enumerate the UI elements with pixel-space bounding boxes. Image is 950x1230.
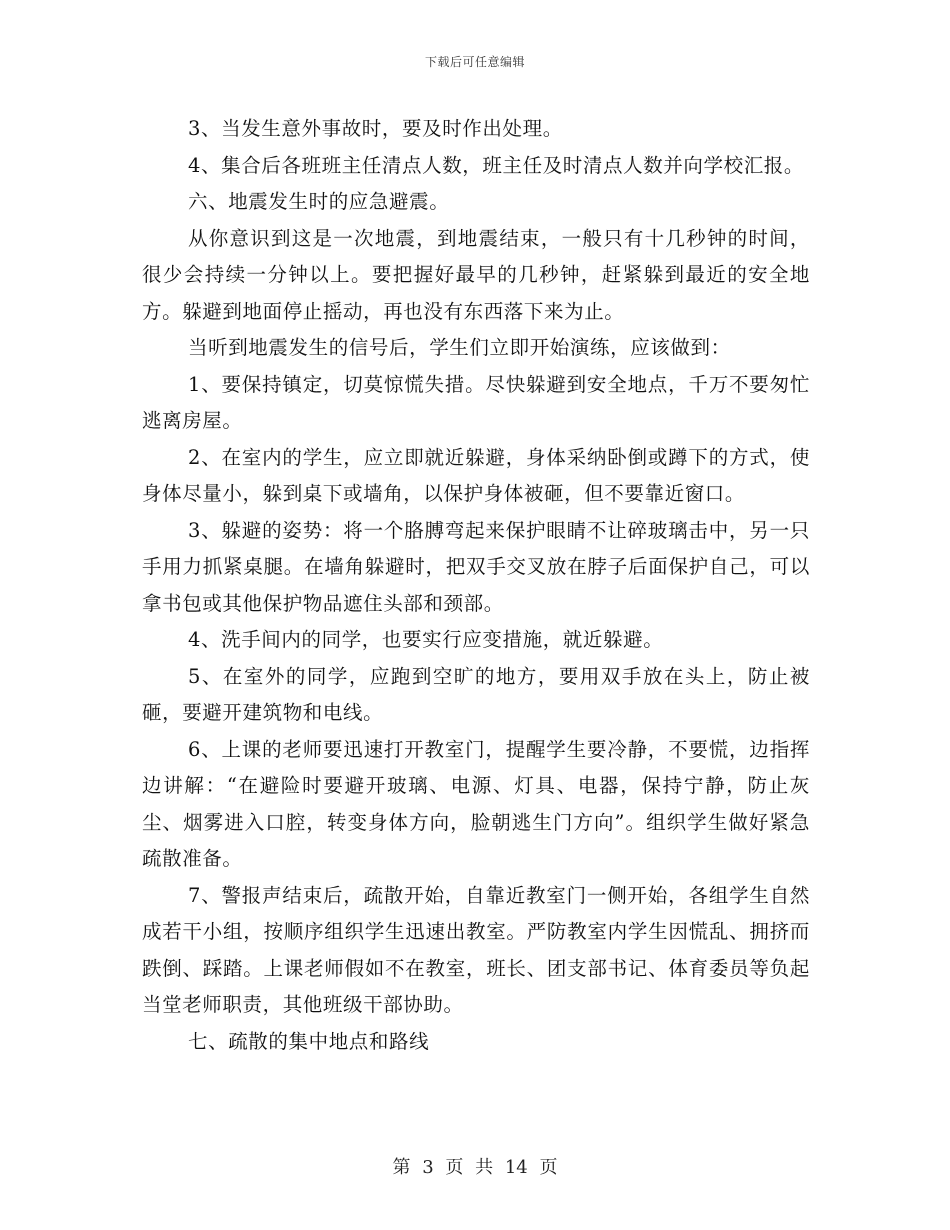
- paragraph: 4、集合后各班班主任清点人数，班主任及时清点人数并向学校汇报。: [188, 153, 805, 177]
- paragraph: 4、洗手间内的同学，也要实行应变措施，就近躲避。: [188, 628, 664, 651]
- paragraph: 7、警报声结束后，疏散开始，自靠近教室门一侧开始，各组学生自然成若干小组，按顺序组织学生迅速出教室。严防教室内学生因慌乱、拥挤而跌倒、踩踏。上课老师假如不在教室，班长、团支部书记、体育委员等负起当堂老师职责，其他班级干部协助。: [142, 883, 810, 1016]
- paragraph: 6、上课的老师要迅速打开教室门，提醒学生要冷静，不要慌，边指挥边讲解：“在避险时要避开玻璃、电源、灯具、电器，保持宁静，防止灰尘、烟雾进入口腔，转变身体方向，脸朝逃生门方向”。组织学生做好紧急疏散准备。: [142, 737, 810, 870]
- paragraph: 5、在室外的同学，应跑到空旷的地方，要用双手放在头上，防止被砸，要避开建筑物和电线。: [142, 664, 810, 724]
- document-body: [142, 111, 810, 1060]
- paragraph: 当听到地震发生的信号后，学生们立即开始演练，应该做到：: [188, 336, 731, 359]
- paragraph: 从你意识到这是一次地震，到地震结束，一般只有十几秒钟的时间，很少会持续一分钟以上。要把握好最早的几秒钟，赶紧躲到最近的安全地方。躲避到地面停止摇动，再也没有东西落下来为止。: [142, 226, 810, 323]
- paragraph: 3、当发生意外事故时，要及时作出处理。: [188, 117, 563, 140]
- section-heading: 七、疏散的集中地点和路线: [188, 1029, 430, 1053]
- paragraph: 3、躲避的姿势：将一个胳膊弯起来保护眼睛不让碎玻璃击中，另一只手用力抓紧桌腿。在墙角躲避时，把双手交叉放在脖子后面保护自己，可以拿书包或其他保护物品遮住头部和颈部。: [142, 518, 810, 615]
- paragraph: 2、在室内的学生，应立即就近躲避，身体采纳卧倒或蹲下的方式，使身体尽量小，躲到桌下或墙角，以保护身体被砸，但不要靠近窗口。: [142, 445, 810, 505]
- page-header: 下载后可任意编辑: [424, 55, 525, 69]
- page-number: 第 3 页 共 14 页: [392, 1157, 558, 1178]
- section-heading: 六、地震发生时的应急避震。: [188, 190, 450, 213]
- paragraph: 1、要保持镇定，切莫惊慌失措。尽快躲避到安全地点，千万不要匆忙逃离房屋。: [142, 372, 810, 432]
